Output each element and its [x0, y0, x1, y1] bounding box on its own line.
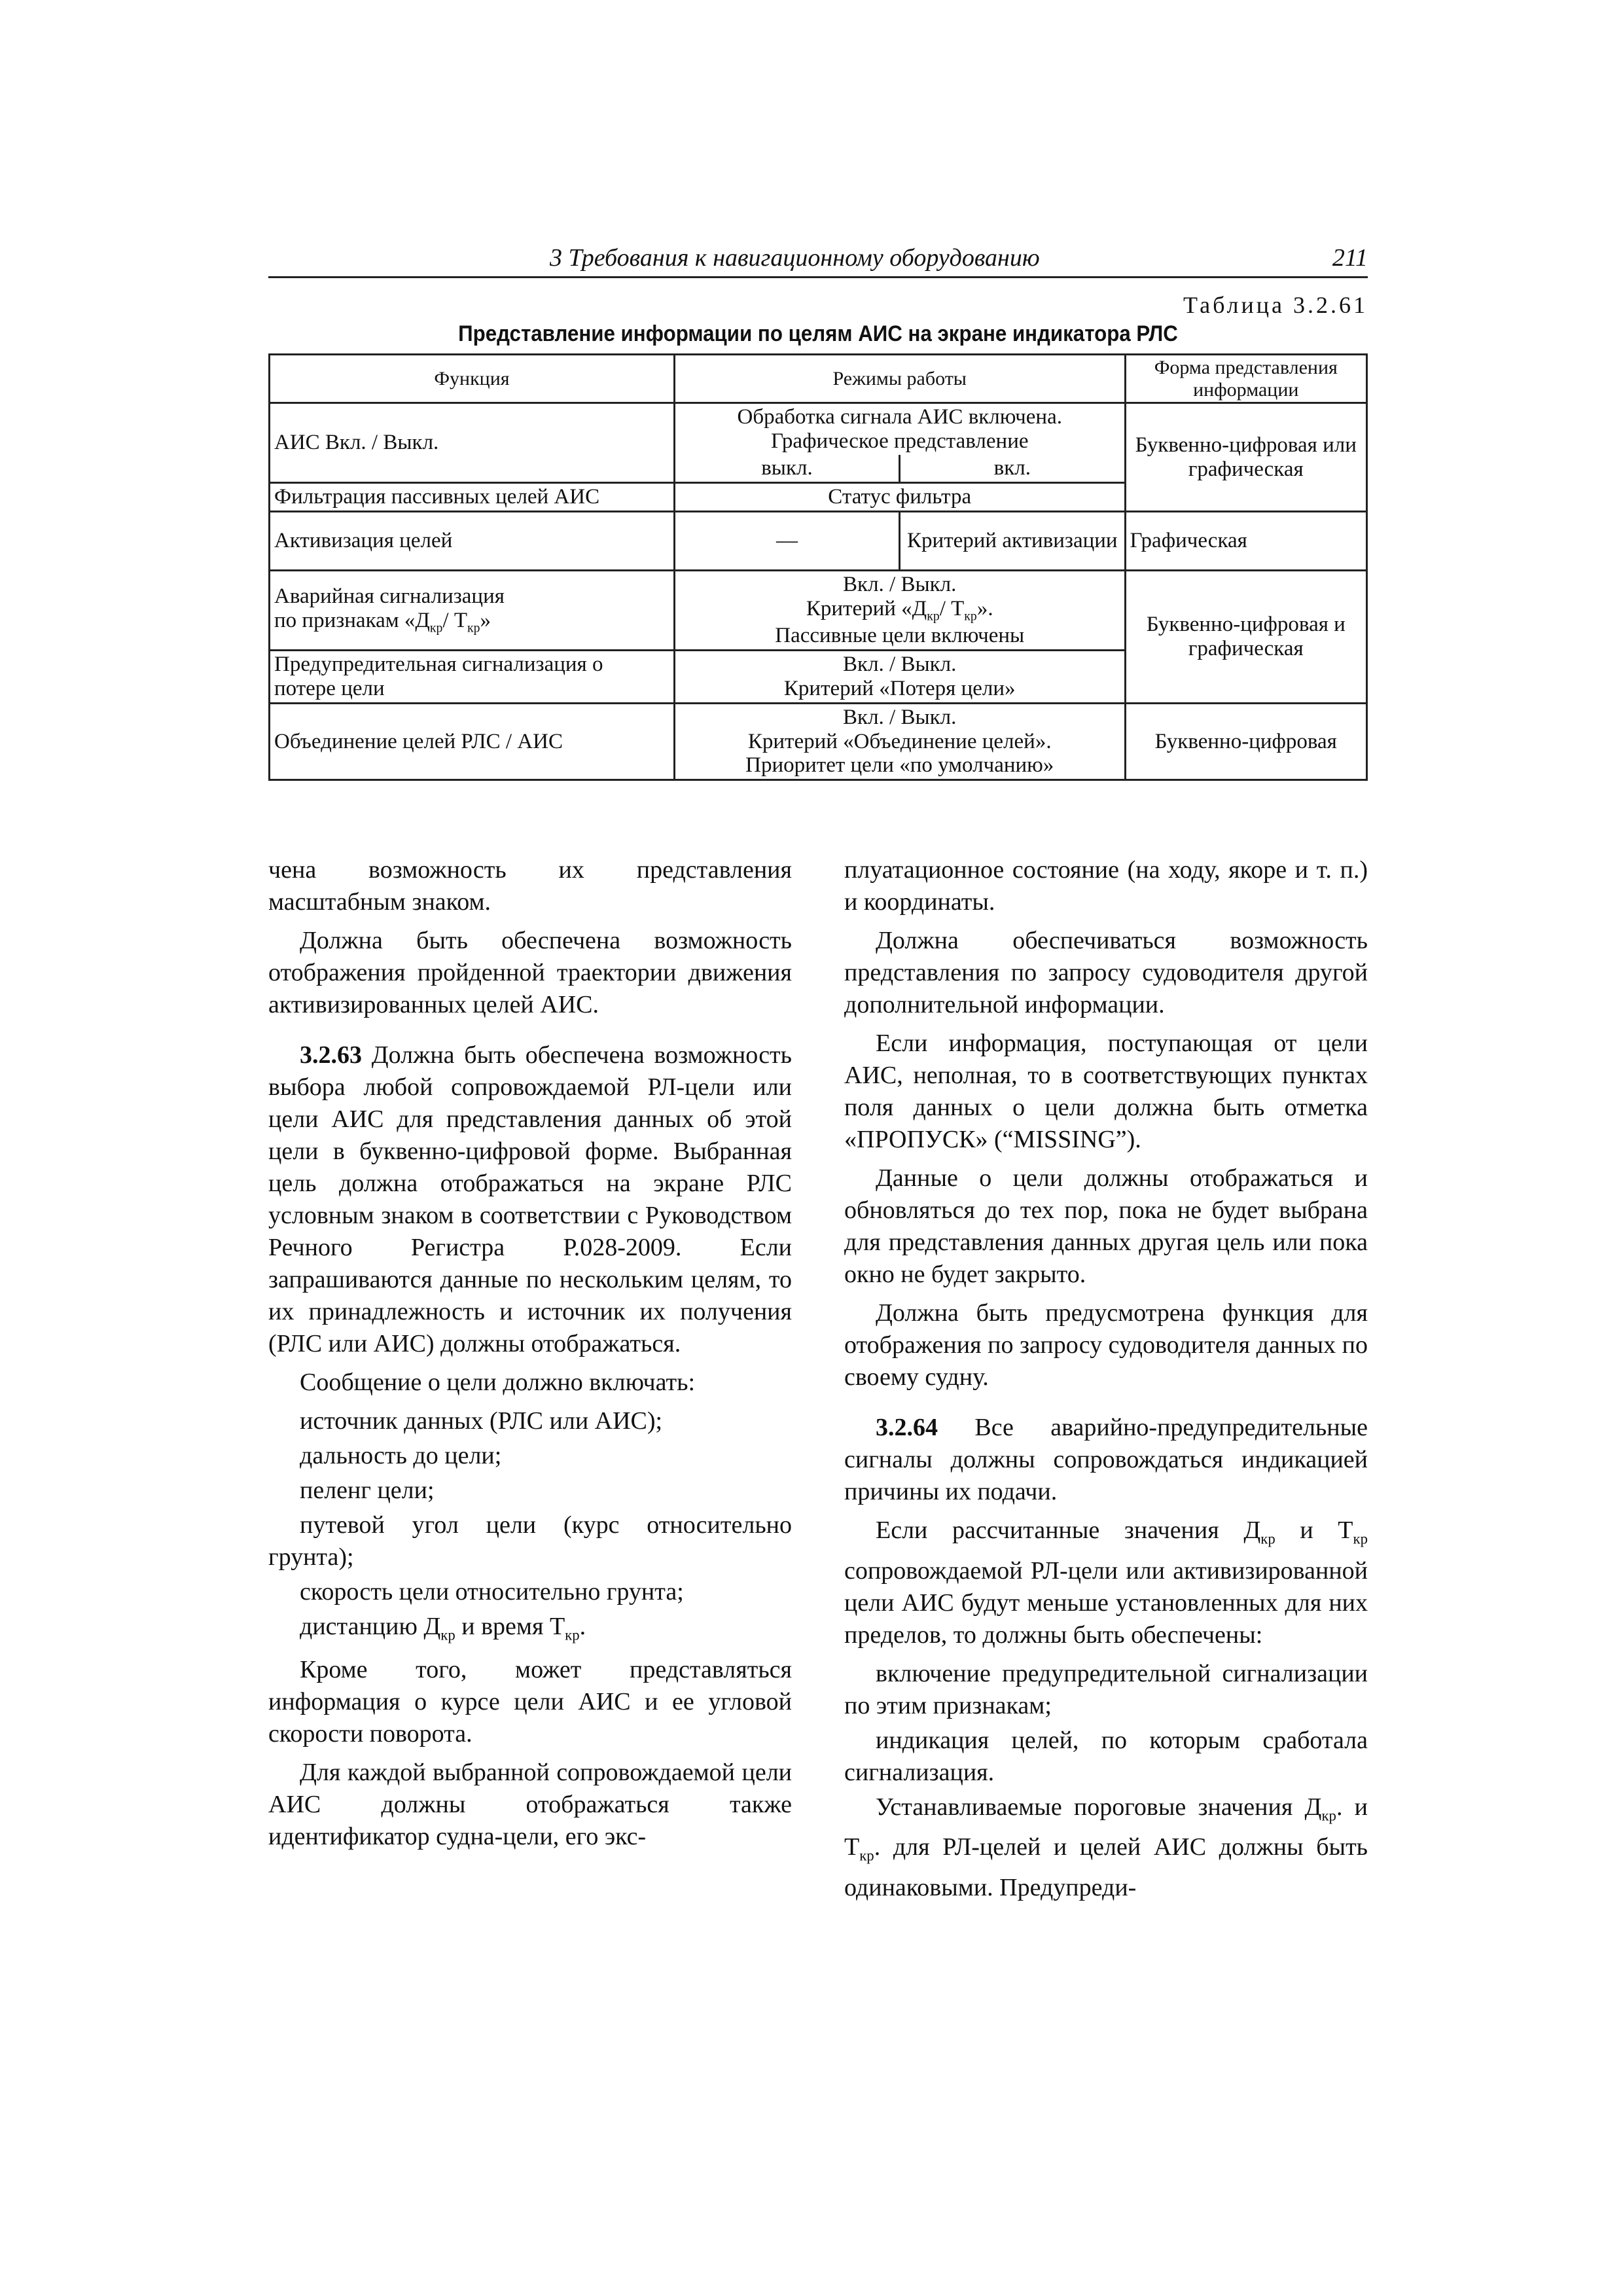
- subscript: кр: [565, 1626, 580, 1643]
- cell-form: Буквенно-цифровая и графическая: [1125, 571, 1366, 704]
- mode-line: Вкл. / Выкл.: [843, 705, 957, 729]
- running-title: 3 Требования к навигационному оборудованию: [550, 244, 1040, 272]
- running-header: [268, 236, 1368, 278]
- paragraph: Сообщение о цели должно включать:: [300, 1369, 696, 1396]
- subscript: кр: [1321, 1807, 1336, 1824]
- subscript: кр: [927, 609, 940, 624]
- mode-line: Пассивные цели включены: [775, 623, 1025, 647]
- col-header-function: Функция: [270, 355, 675, 403]
- table-label: Таблица 3.2.61: [1183, 292, 1368, 318]
- paragraph-text: . и Т: [844, 1793, 1368, 1861]
- list-item: пеленг цели;: [300, 1477, 435, 1504]
- table-row: [270, 571, 1367, 651]
- paragraph: [844, 1791, 1368, 1904]
- paragraph-text: Устанавливаемые пороговые значения Д: [876, 1793, 1322, 1821]
- paragraph: [844, 1515, 1368, 1651]
- subscript: кр: [429, 621, 443, 636]
- cell-form: Буквенно-цифровая или графическая: [1125, 403, 1366, 512]
- cell-mode: [674, 703, 1125, 780]
- list-item: скорость цели относительно грунта;: [300, 1578, 684, 1605]
- paragraph: Должна обеспечиваться возможность представления по запросу судоводителя другой дополнительной информации.: [844, 927, 1368, 1018]
- paragraph: Должна быть предусмотрена функция для отображения по запросу судоводителя данных по своему судну.: [844, 1299, 1368, 1391]
- paragraph-text: Если рассчитанные значения Д: [876, 1516, 1261, 1544]
- paragraph: чена возможность их представления масштабным знаком.: [268, 856, 792, 916]
- function-line: Аварийная сигнализация: [274, 584, 505, 609]
- section-number: 3.2.64: [876, 1414, 938, 1441]
- paragraph: Если информация, поступающая от цели АИС, неполная, то в соответствующих пунктах поля данных о цели должна быть отметка «ПРОПУСК» (“MISSING”).: [844, 1030, 1368, 1153]
- subscript: кр: [1260, 1530, 1275, 1547]
- page-number: 211: [1332, 244, 1368, 272]
- mode-line: Критерий «Потеря цели»: [783, 676, 1016, 700]
- cell-mode: Критерий активизации: [900, 512, 1125, 571]
- function-line: по признакам «Д: [274, 609, 430, 633]
- function-line: / Т: [442, 609, 467, 633]
- cell-mode: Статус фильтра: [674, 483, 1125, 512]
- right-column: [844, 854, 1368, 1910]
- paragraph-text: . для РЛ-целей и целей АИС должны быть одинаковыми. Предупреди-: [844, 1833, 1368, 1901]
- paragraph-text: Должна быть обеспечена возможность выбора любой сопровождаемой РЛ-цели или цели АИС для представления данных об этой цели в буквенно-цифровой форме. Выбранная цель должна отображаться на экране РЛС условным знаком в соответствии с Руководством Речного Регистра Р.028-2009. Если запрашиваются данные по нескольким целям, то их принадлежность и источник их получения (РЛС или АИС) должны отображаться.: [268, 1041, 792, 1357]
- page: [268, 236, 1368, 781]
- mode-line: Критерий «Д: [806, 596, 927, 620]
- list-item: индикация целей, по которым сработала сигнализация.: [844, 1726, 1368, 1786]
- subscript: кр: [964, 609, 977, 624]
- cell-mode-off: выкл.: [674, 455, 899, 482]
- mode-line: Вкл. / Выкл.: [843, 573, 957, 596]
- paragraph: [268, 1039, 792, 1360]
- list-text: дистанцию Д: [300, 1613, 441, 1640]
- table-row: [270, 703, 1367, 780]
- mode-line: Критерий «Объединение целей».: [747, 729, 1052, 753]
- table-row: [270, 403, 1367, 455]
- table-row: [270, 512, 1367, 571]
- paragraph: Кроме того, может представляться информация о курсе цели АИС и ее угловой скорости поворота.: [268, 1655, 792, 1748]
- cell-function: АИС Вкл. / Выкл.: [270, 403, 675, 483]
- paragraph: Данные о цели должны отображаться и обновляться до тех пор, пока не будет выбрана для представления данных другая цель или пока окно не будет закрыто.: [844, 1164, 1368, 1288]
- mode-line: / Т: [939, 596, 965, 620]
- mode-line: Приоритет цели «по умолчанию»: [745, 753, 1054, 778]
- cell-mode: —: [674, 512, 899, 571]
- info-table: [268, 353, 1368, 781]
- table-title: Представление информации по целям АИС на экране индикатора РЛС: [458, 321, 1178, 346]
- cell-form: Графическая: [1125, 512, 1366, 571]
- paragraph-text: и Т: [1275, 1516, 1353, 1544]
- cell-function: Объединение целей РЛС / АИС: [270, 703, 675, 780]
- subscript: кр: [440, 1626, 455, 1643]
- list-text: .: [579, 1613, 586, 1640]
- list-item: путевой угол цели (курс относительно грунта);: [268, 1511, 792, 1571]
- list-item: источник данных (РЛС или АИС);: [300, 1407, 663, 1435]
- list-item: [268, 1611, 792, 1651]
- list-item: дальность до цели;: [300, 1442, 502, 1469]
- mode-line: Графическое представление: [770, 429, 1029, 454]
- cell-function: [270, 571, 675, 651]
- left-column: [268, 854, 792, 1859]
- subscript: кр: [467, 621, 480, 636]
- function-line: »: [480, 609, 491, 633]
- paragraph: плуатационное состояние (на ходу, якоре и т. п.) и координаты.: [844, 856, 1368, 916]
- cell-function: Активизация целей: [270, 512, 675, 571]
- col-header-modes: Режимы работы: [674, 355, 1125, 403]
- mode-line: Обработка сигнала АИС включена.: [737, 405, 1062, 429]
- list-text: и время Т: [455, 1613, 565, 1640]
- cell-function: Фильтрация пассивных целей АИС: [270, 483, 675, 512]
- cell-mode: [674, 571, 1125, 651]
- paragraph: Для каждой выбранной сопровождаемой цели АИС должны отображаться также идентификатор судна-цели, его экс-: [268, 1758, 792, 1850]
- paragraph: [844, 1412, 1368, 1508]
- table-header-row: [270, 355, 1367, 403]
- subscript: кр: [1353, 1530, 1368, 1547]
- cell-mode: [674, 403, 1125, 455]
- section-number: 3.2.63: [300, 1041, 362, 1069]
- mode-line: ».: [976, 596, 993, 620]
- mode-line: Вкл. / Выкл.: [843, 652, 957, 676]
- col-header-form: Форма представления информации: [1125, 355, 1366, 403]
- subscript: кр: [859, 1847, 874, 1864]
- cell-form: Буквенно-цифровая: [1125, 703, 1366, 780]
- cell-function: Предупредительная сигнализация о потере цели: [270, 650, 675, 703]
- paragraph-text: Все аварийно-предупредительные сигналы должны сопровождаться индикацией причины их подачи.: [844, 1414, 1368, 1505]
- paragraph-text: сопровождаемой РЛ-цели или активизированной цели АИС будут меньше установленных для них пределов, то должны быть обеспечены:: [844, 1556, 1368, 1649]
- list-item: включение предупредительной сигнализации по этим признакам;: [844, 1659, 1368, 1719]
- cell-mode: [674, 650, 1125, 703]
- paragraph: Должна быть обеспечена возможность отображения пройденной траектории движения активизированных целей АИС.: [268, 927, 792, 1018]
- cell-mode-on: вкл.: [900, 455, 1125, 482]
